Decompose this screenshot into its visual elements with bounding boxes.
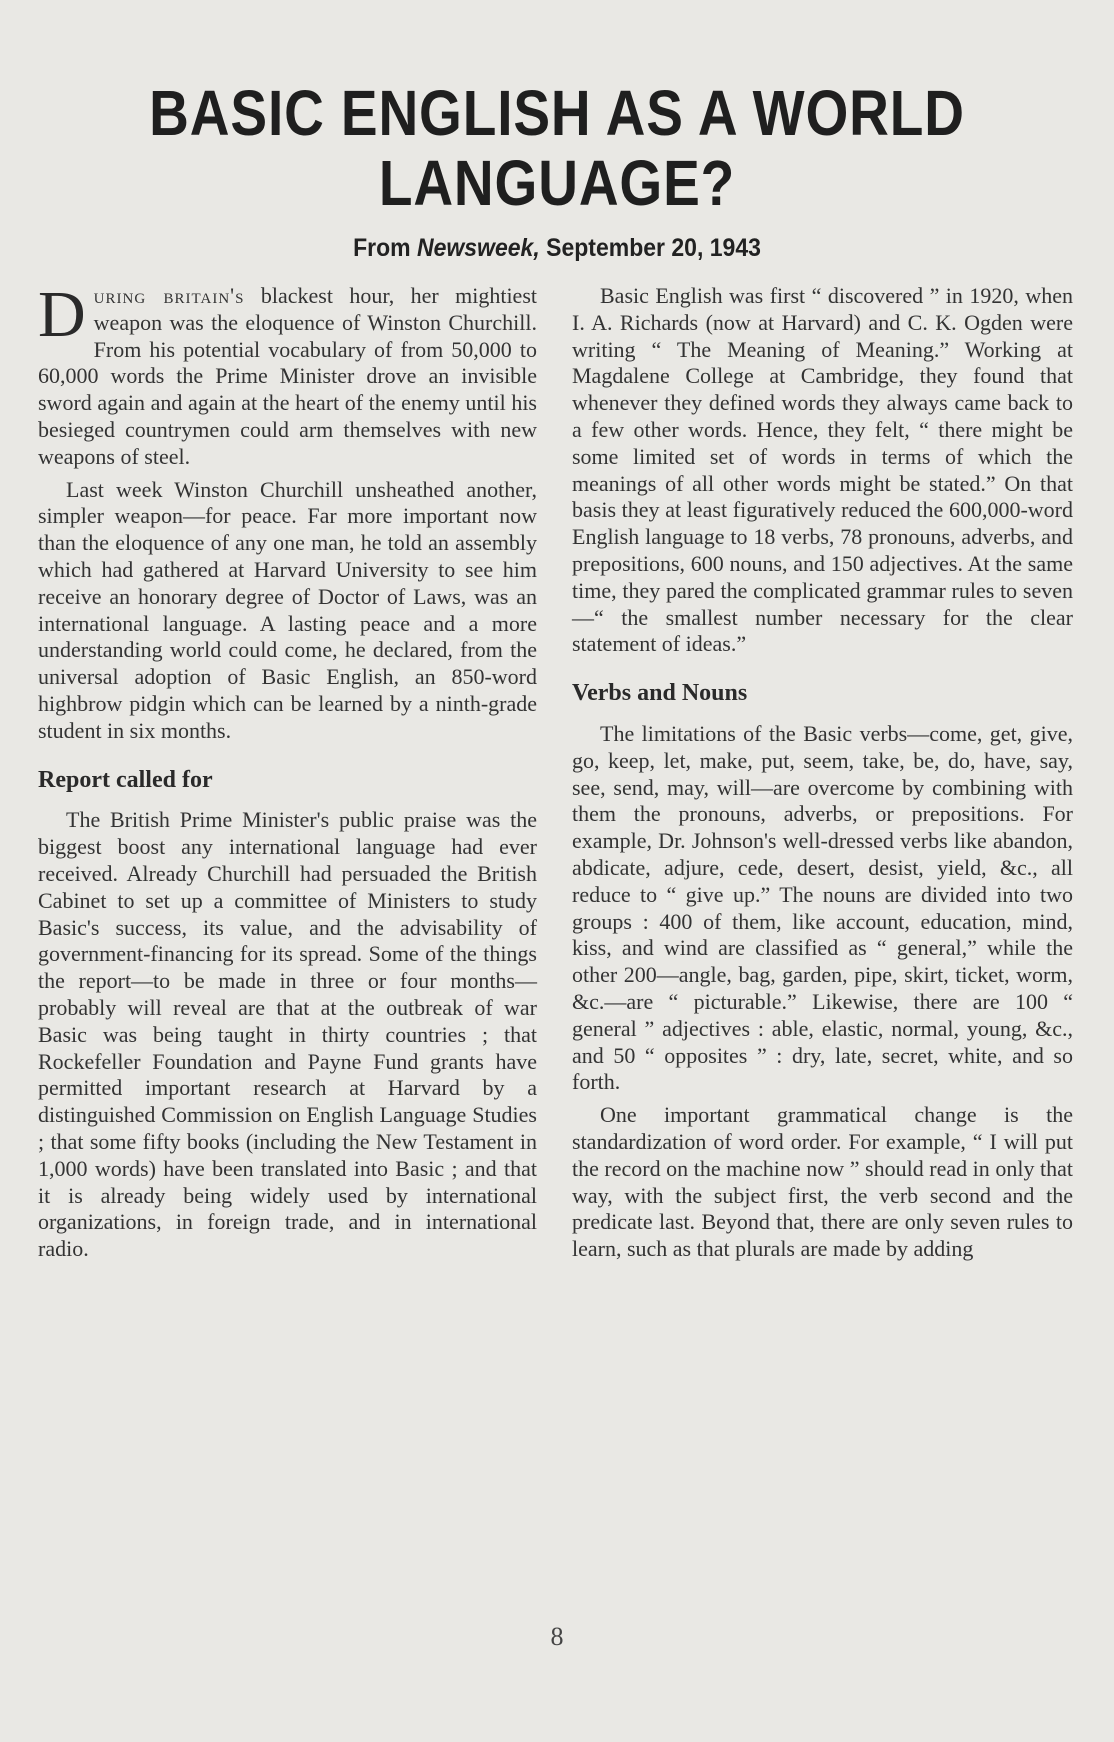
source-publication: Newsweek,	[416, 234, 540, 262]
section-heading: Verbs and Nouns	[572, 680, 748, 707]
paragraph: Basic English was first “ discovered ” in 1920, when I. A. Richards (now at Harvard) and C. K. Ogden were writing “ The Meaning of Meaning.” Working at Magdalene College at Cambridge, they found that whenever they defined words they always came back to a few other words. Hence, they felt, “ there might be some limited set of words in terms of which the meanings of all other words might be stated.” On that basis they at least figuratively reduced the 600,000-word English language to 18 verbs, 78 pronouns, adverbs, and prepositions, 600 nouns, and 150 adjectives. At the same time, they pared the complicated grammar rules to seven—“ the smallest number necessary for the clear statement of ideas.”	[572, 283, 1073, 657]
paragraph: The limitations of the Basic verbs—come, get, give, go, keep, let, make, put, seem, take, be, do, have, say, see, send, may, will—are overcome by combining with them the pronouns, adverbs, or prepositions. For example, Dr. Johnson's well-dressed verbs like abandon, abdicate, adjure, cede, desert, desist, yield, &c., all reduce to “ give up.” The nouns are divided into two groups : 400 of them, like account, education, mind, kiss, and wind are classified as “ general,” while the other 200—angle, bag, garden, pipe, skirt, ticket, worm, &c.—are “ picturable.” Likewise, there are 100 “ general ” adjectives : able, elastic, normal, young, &c., and 50 “ opposites ” : dry, late, secret, white, and so forth.	[572, 720, 1073, 1095]
intro-small-caps: uring britain's	[93, 283, 245, 308]
article-title-line-1: BASIC ENGLISH AS A WORLD	[149, 77, 965, 149]
source-date: September 20, 1943	[539, 234, 761, 262]
section-heading: Report called for	[38, 766, 213, 793]
source-line	[45, 234, 1070, 263]
paragraph	[38, 278, 537, 471]
article-title	[78, 78, 1036, 218]
paragraph: Last week Winston Churchill unsheathed another, simpler weapon—for peace. Far more important now than the eloquence of any one man, he told an assembly which had gathered at Harvard University to see him receive an honorary degree of Doctor of Laws, was an international language. A lasting peace and a more understanding world could come, he declared, from the universal adoption of Basic English, an 850-word highbrow pidgin which can be learned by a ninth-grade student in six months.	[38, 476, 537, 743]
page-number: 8	[550, 1622, 564, 1651]
paragraph-text: blackest hour, her mightiest weapon was the eloquence of Winston Churchill. From his potential vocabulary of from 50,000 to 60,000 words the Prime Minister drove an invisible sword again and again at the heart of the enemy until his besieged countrymen could arm themselves with new weapons of steel.	[38, 283, 537, 469]
paragraph: The British Prime Minister's public praise was the biggest boost any international language had ever received. Already Churchill had persuaded the British Cabinet to set up a committee of Ministers to study Basic's success, its value, and the advisability of government-financing for its spread. Some of the things the report—to be made in three or four months—probably will reveal are that at the outbreak of war Basic was being taught in thirty countries ; that Rockefeller Foundation and Payne Fund grants have permitted important research at Harvard by a distinguished Commission on English Language Studies ; that some fifty books (including the New Testament in 1,000 words) have been translated into Basic ; and that it is already being widely used by international organizations, in foreign trade, and in international radio.	[38, 807, 537, 1262]
drop-cap: D	[38, 278, 86, 351]
left-column	[38, 278, 537, 1269]
paragraph: One important grammatical change is the standardization of word order. For example, “ I will put the record on the machine now ” should read in only that way, with the subject first, the verb second and the predicate last. Beyond that, there are only seven rules to learn, such as that plurals are made by adding	[572, 1102, 1073, 1262]
article-title-line-2: LANGUAGE?	[378, 147, 736, 219]
right-column	[572, 283, 1073, 1269]
source-prefix: From	[353, 234, 417, 262]
